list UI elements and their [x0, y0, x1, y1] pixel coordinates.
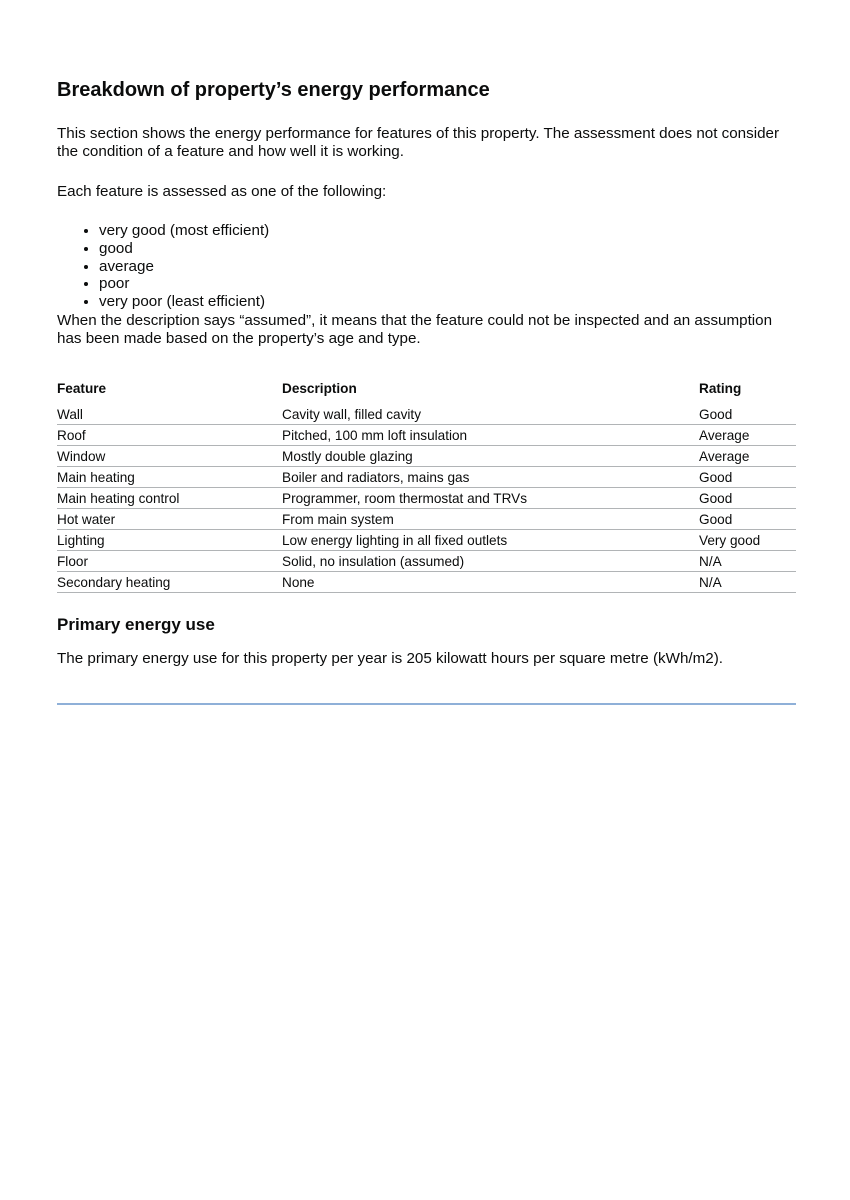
- rating-cell: Good: [699, 467, 796, 488]
- rating-cell: Good: [699, 509, 796, 530]
- feature-cell: Main heating control: [57, 488, 282, 509]
- description-cell: Mostly double glazing: [282, 446, 699, 467]
- table-row: [57, 551, 796, 572]
- table-header-row: [57, 376, 796, 404]
- table-row: [57, 425, 796, 446]
- feature-cell: Window: [57, 446, 282, 467]
- features-table: [57, 376, 796, 593]
- description-cell: Pitched, 100 mm loft insulation: [282, 425, 699, 446]
- table-row: [57, 509, 796, 530]
- assumed-note: When the description says “assumed”, it means that the feature could not be inspected and an assumption has been made based on the property’s age and type.: [57, 312, 773, 347]
- rating-cell: Very good: [699, 530, 796, 551]
- table-row: [57, 488, 796, 509]
- description-cell: Low energy lighting in all fixed outlets: [282, 530, 699, 551]
- rating-levels-list: [57, 222, 269, 311]
- feature-cell: Floor: [57, 551, 282, 572]
- rating-cell: N/A: [699, 572, 796, 593]
- primary-energy-heading: Primary energy use: [57, 615, 215, 634]
- description-cell: Boiler and radiators, mains gas: [282, 467, 699, 488]
- rating-cell: Average: [699, 425, 796, 446]
- rating-cell: Good: [699, 404, 796, 425]
- table-row: [57, 530, 796, 551]
- feature-cell: Roof: [57, 425, 282, 446]
- column-header-description: Description: [282, 380, 357, 396]
- description-cell: Programmer, room thermostat and TRVs: [282, 488, 699, 509]
- description-cell: From main system: [282, 509, 699, 530]
- list-item: • poor: [99, 275, 269, 293]
- feature-cell: Lighting: [57, 530, 282, 551]
- rating-cell: N/A: [699, 551, 796, 572]
- list-item: • average: [99, 258, 269, 276]
- rating-cell: Good: [699, 488, 796, 509]
- list-item: • good: [99, 240, 269, 258]
- primary-energy-text: The primary energy use for this property per year is 205 kilowatt hours per square metre (kWh/m2).: [57, 650, 723, 667]
- list-item: • very poor (least efficient): [99, 293, 269, 311]
- column-header-rating: Rating: [699, 380, 742, 396]
- rating-cell: Average: [699, 446, 796, 467]
- feature-cell: Secondary heating: [57, 572, 282, 593]
- table-row: [57, 467, 796, 488]
- table-row: [57, 404, 796, 425]
- description-cell: None: [282, 572, 699, 593]
- intro-paragraph: This section shows the energy performance for features of this property. The assessment does not consider the condition of a feature and how well it is working.: [57, 125, 780, 160]
- section-divider: [57, 703, 796, 705]
- feature-cell: Hot water: [57, 509, 282, 530]
- feature-cell: Main heating: [57, 467, 282, 488]
- column-header-feature: Feature: [57, 380, 107, 396]
- feature-cell: Wall: [57, 404, 282, 425]
- table-row: [57, 446, 796, 467]
- description-cell: Cavity wall, filled cavity: [282, 404, 699, 425]
- assessment-intro: Each feature is assessed as one of the following:: [57, 183, 387, 200]
- description-cell: Solid, no insulation (assumed): [282, 551, 699, 572]
- table-row: [57, 572, 796, 593]
- list-item: • very good (most efficient): [99, 222, 269, 240]
- page-title: Breakdown of property’s energy performance: [57, 79, 490, 101]
